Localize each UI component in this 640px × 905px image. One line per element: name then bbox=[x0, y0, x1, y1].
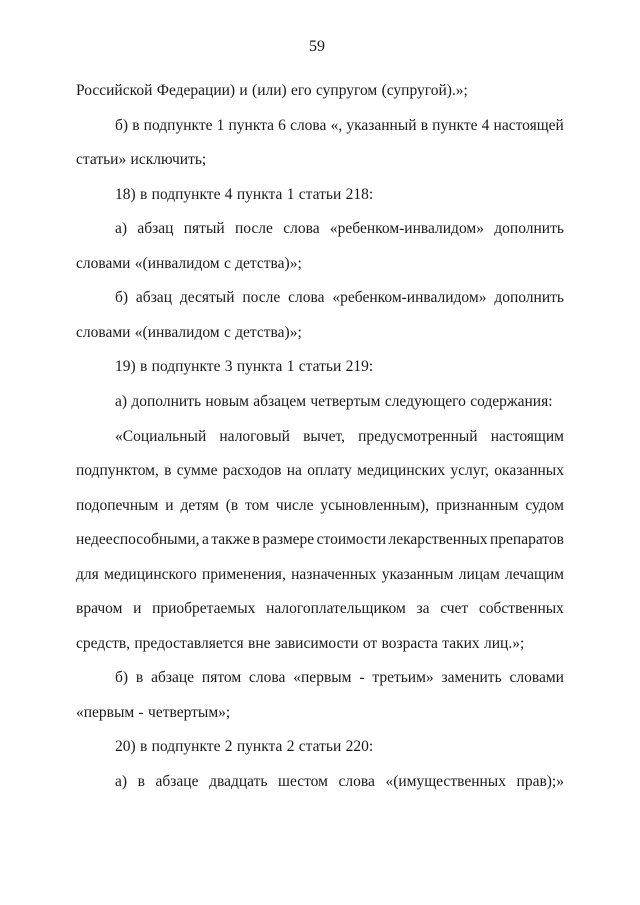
word: в bbox=[164, 462, 172, 479]
text-line bbox=[115, 219, 564, 239]
word: лиц.»; bbox=[484, 635, 525, 652]
word: 4 bbox=[224, 186, 233, 203]
word: а) bbox=[115, 393, 128, 410]
word: (в bbox=[225, 497, 239, 514]
text-line bbox=[76, 496, 564, 516]
word: том bbox=[245, 497, 269, 514]
word: статьи bbox=[298, 738, 342, 755]
word: пятом bbox=[201, 669, 242, 686]
word: 19) bbox=[115, 358, 136, 375]
word: пункта bbox=[236, 738, 283, 755]
word: таких bbox=[442, 635, 480, 652]
word: возраста bbox=[381, 635, 438, 652]
word: признанным bbox=[435, 497, 519, 514]
word: за bbox=[416, 600, 430, 617]
word: дополнить bbox=[494, 220, 564, 237]
word: в bbox=[132, 117, 140, 134]
word: статьи» bbox=[76, 151, 127, 168]
word: подпункте bbox=[151, 186, 221, 203]
word: Российской bbox=[76, 82, 153, 99]
text-line bbox=[115, 772, 564, 792]
word: в bbox=[135, 669, 144, 686]
word: четвертым»; bbox=[148, 704, 231, 721]
word: прав);» bbox=[516, 773, 564, 790]
word: - bbox=[359, 669, 365, 686]
word: от bbox=[362, 635, 378, 652]
word: а) bbox=[115, 773, 128, 790]
word: словами bbox=[76, 255, 131, 272]
word: б) bbox=[115, 669, 129, 686]
word: б) bbox=[115, 289, 129, 306]
word: (или) bbox=[252, 82, 287, 99]
word: пункта bbox=[236, 358, 283, 375]
word: (супругой).»; bbox=[381, 82, 468, 99]
word: указанный bbox=[346, 117, 417, 134]
word: числе bbox=[275, 497, 314, 514]
word: медицинских bbox=[357, 462, 446, 479]
word: «, bbox=[330, 117, 343, 134]
word: а bbox=[201, 531, 209, 548]
word: в bbox=[252, 531, 260, 548]
word: 4 bbox=[481, 117, 490, 134]
word: шестом bbox=[278, 773, 328, 790]
word: «ребенком-инвалидом» bbox=[329, 220, 484, 237]
word: вычет, bbox=[303, 428, 345, 445]
text-line bbox=[76, 323, 564, 343]
word: абзаце bbox=[155, 773, 199, 790]
text-line bbox=[115, 737, 564, 757]
word: слова bbox=[283, 220, 320, 237]
word: лечащим bbox=[505, 566, 564, 583]
word: его bbox=[291, 82, 312, 99]
word: абзац bbox=[135, 289, 172, 306]
word: с bbox=[223, 324, 231, 341]
word: десятый bbox=[179, 289, 235, 306]
word: «Социальный bbox=[115, 428, 207, 445]
word: налогоплательщиком bbox=[266, 600, 406, 617]
text-line bbox=[115, 185, 564, 205]
word: на bbox=[286, 462, 302, 479]
word: расходов bbox=[222, 462, 282, 479]
word: 20) bbox=[115, 738, 136, 755]
word: в bbox=[140, 738, 148, 755]
text-line bbox=[76, 461, 564, 481]
word: также bbox=[211, 531, 251, 548]
word: супругом bbox=[315, 82, 378, 99]
word: лицам bbox=[458, 566, 500, 583]
word: судом bbox=[525, 497, 564, 514]
text-line bbox=[76, 81, 564, 101]
word: 218: bbox=[345, 186, 374, 203]
word: третьим» bbox=[372, 669, 434, 686]
word: подпунктом, bbox=[76, 462, 159, 479]
word: статьи bbox=[298, 186, 342, 203]
word: «(инвалидом bbox=[134, 255, 220, 272]
word: для bbox=[76, 566, 99, 583]
word: лекарственных bbox=[388, 531, 488, 548]
word: детства)»; bbox=[235, 324, 302, 341]
word: оплату bbox=[307, 462, 352, 479]
word: словами bbox=[509, 669, 564, 686]
word: сумме bbox=[176, 462, 218, 479]
word: пункта bbox=[228, 117, 275, 134]
word: зависимости bbox=[274, 635, 359, 652]
word: слова bbox=[338, 773, 375, 790]
word: пункта bbox=[236, 186, 283, 203]
word: детства)»; bbox=[235, 255, 302, 272]
word: абзаце bbox=[151, 669, 195, 686]
word: вне bbox=[248, 635, 271, 652]
word: детям bbox=[180, 497, 219, 514]
word: врачом bbox=[76, 600, 123, 617]
text-line bbox=[76, 599, 564, 619]
word: «первым bbox=[293, 669, 352, 686]
word: назначенных bbox=[291, 566, 377, 583]
word: средств, bbox=[76, 635, 131, 652]
word: в bbox=[420, 117, 429, 134]
text-line bbox=[115, 116, 564, 136]
word: счет bbox=[440, 600, 469, 617]
word: содержания: bbox=[470, 393, 553, 410]
word: «(имущественных bbox=[385, 773, 506, 790]
word: усыновленным), bbox=[320, 497, 430, 514]
word: словами bbox=[76, 324, 131, 341]
text-line bbox=[115, 392, 564, 412]
word: и bbox=[239, 82, 248, 99]
text-line bbox=[76, 530, 564, 550]
word: в bbox=[137, 773, 145, 790]
word: статьи bbox=[298, 358, 342, 375]
word: следующего bbox=[384, 393, 466, 410]
word: дополнить bbox=[131, 393, 202, 410]
word: препаратов bbox=[489, 531, 564, 548]
word: четвертым bbox=[310, 393, 381, 410]
word: подпункте bbox=[151, 358, 221, 375]
page-number: 59 bbox=[309, 38, 325, 55]
text-line bbox=[76, 703, 564, 723]
word: пункте bbox=[432, 117, 478, 134]
text-line bbox=[115, 668, 564, 688]
word: стоимости bbox=[316, 531, 387, 548]
word: а) bbox=[115, 220, 128, 237]
word: слова bbox=[249, 669, 286, 686]
word: приобретаемых bbox=[152, 600, 256, 617]
word: абзацем bbox=[253, 393, 307, 410]
word: предусмотренный bbox=[358, 428, 478, 445]
word: в bbox=[140, 358, 148, 375]
word: 3 bbox=[224, 358, 233, 375]
word: налоговый bbox=[219, 428, 290, 445]
word: исключить; bbox=[130, 151, 207, 168]
word: указанным bbox=[381, 566, 454, 583]
word: после bbox=[234, 220, 273, 237]
word: слова bbox=[288, 289, 325, 306]
word: оказанных bbox=[494, 462, 564, 479]
word: услуг, bbox=[450, 462, 489, 479]
word: 18) bbox=[115, 186, 136, 203]
word: с bbox=[223, 255, 231, 272]
text-line bbox=[115, 427, 564, 447]
word: настоящей bbox=[493, 117, 564, 134]
word: - bbox=[138, 704, 144, 721]
word: после bbox=[242, 289, 281, 306]
word: 1 bbox=[286, 186, 295, 203]
word: подпункте bbox=[151, 738, 221, 755]
word: абзац bbox=[137, 220, 174, 237]
word: двадцать bbox=[209, 773, 268, 790]
word: Федерации) bbox=[156, 82, 236, 99]
word: 1 bbox=[286, 358, 295, 375]
word: 6 bbox=[278, 117, 286, 134]
word: и bbox=[165, 497, 174, 514]
text-line bbox=[76, 565, 564, 585]
word: 220: bbox=[345, 738, 374, 755]
word: б) bbox=[115, 117, 129, 134]
word: настоящим bbox=[490, 428, 564, 445]
text-line bbox=[76, 634, 564, 654]
word: 219: bbox=[345, 358, 374, 375]
word: собственных bbox=[478, 600, 564, 617]
word: медицинского bbox=[104, 566, 197, 583]
word: пятый bbox=[183, 220, 225, 237]
word: 2 bbox=[286, 738, 295, 755]
word: размере bbox=[262, 531, 315, 548]
text-line bbox=[76, 254, 564, 274]
word: «ребенком-инвалидом» bbox=[332, 289, 487, 306]
text-line bbox=[76, 150, 564, 170]
word: подпункте bbox=[143, 117, 213, 134]
word: заменить bbox=[441, 669, 502, 686]
text-line bbox=[115, 288, 564, 308]
word: применения, bbox=[202, 566, 286, 583]
word: подопечным bbox=[76, 497, 159, 514]
word: новым bbox=[205, 393, 249, 410]
word: 2 bbox=[224, 738, 233, 755]
word: 1 bbox=[216, 117, 225, 134]
word: дополнить bbox=[494, 289, 564, 306]
word: и bbox=[133, 600, 142, 617]
word: в bbox=[140, 186, 148, 203]
word: «первым bbox=[76, 704, 135, 721]
word: слова bbox=[290, 117, 327, 134]
text-line bbox=[115, 357, 564, 377]
word: «(инвалидом bbox=[134, 324, 220, 341]
word: недееспособными, bbox=[76, 531, 200, 548]
word: предоставляется bbox=[134, 635, 244, 652]
